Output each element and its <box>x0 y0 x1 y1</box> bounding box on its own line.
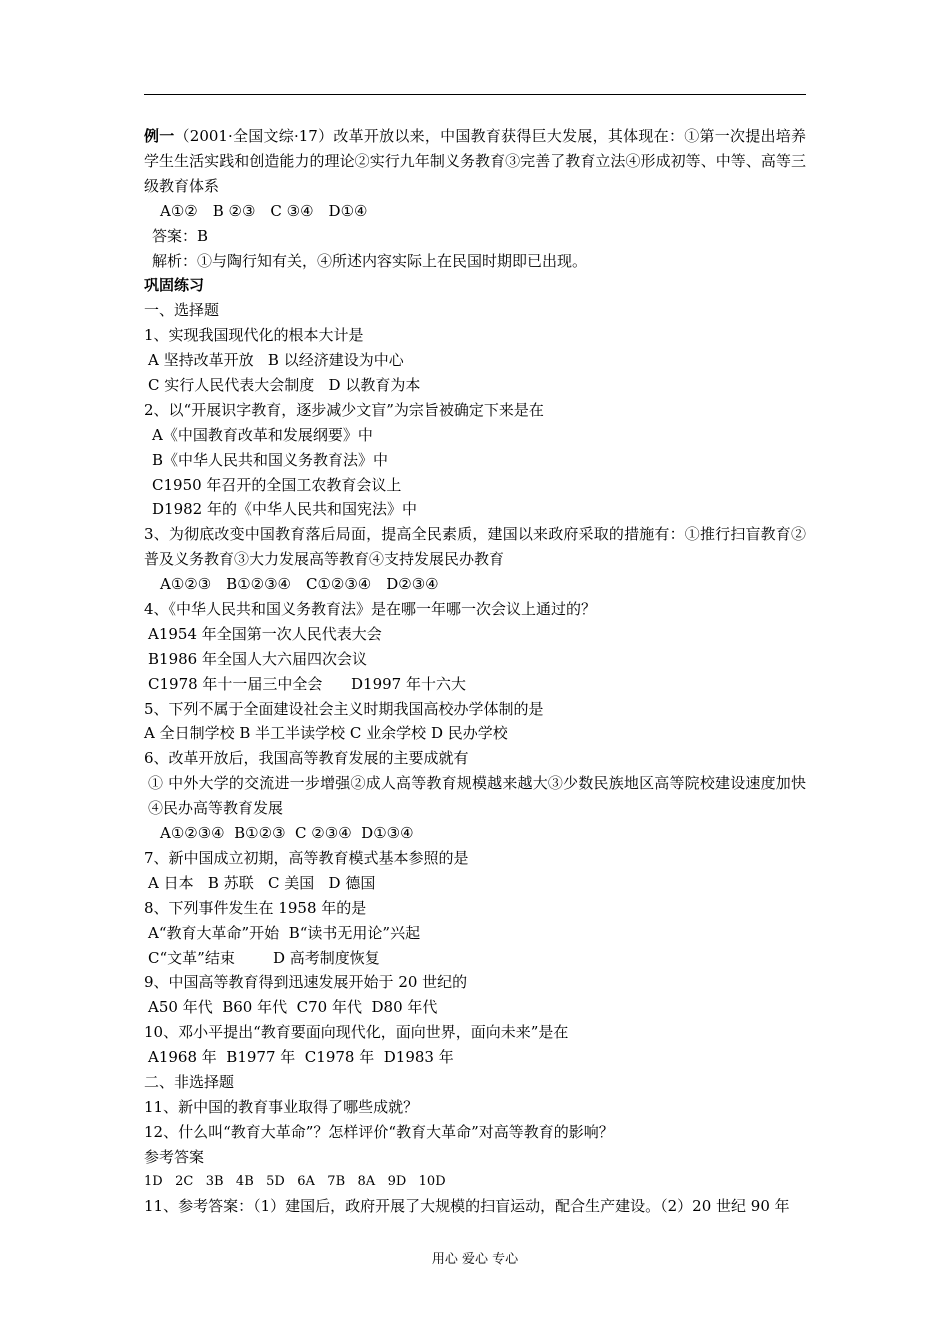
q10-stem: 10、邓小平提出“教育要面向现代化，面向世界，面向未来”是在 <box>144 1023 569 1042</box>
q8-option-line: C“文革”结束 D 高考制度恢复 <box>148 948 380 967</box>
q5-options: A 全日制学校 B 半工半读学校 C 业余学校 D 民办学校 <box>144 724 508 743</box>
q9-options: A50 年代 B60 年代 C70 年代 D80 年代 <box>148 998 438 1017</box>
q6-body: ① 中外大学的交流进一步增强②成人高等教育规模越来越大③少数民族地区高等院校建设速度加快④民办高等教育发展 <box>148 774 806 818</box>
q5-stem: 5、下列不属于全面建设社会主义时期我国高校办学体制的是 <box>144 699 544 718</box>
page-footer: 用心 爱心 专心 <box>431 1252 519 1267</box>
reference-title: 参考答案 <box>144 1147 205 1166</box>
q10-options: A1968 年 B1977 年 C1978 年 D1983 年 <box>148 1048 454 1067</box>
q12-stem: 12、什么叫“教育大革命”？怎样评价“教育大革命”对高等教育的影响？ <box>144 1122 614 1141</box>
q7-stem: 7、新中国成立初期，高等教育模式基本参照的是 <box>144 848 469 867</box>
example-label: 例一 <box>144 127 175 145</box>
q1-stem: 1、实现我国现代化的根本大计是 <box>144 326 364 345</box>
q8-option-line: A“教育大革命”开始 B“读书无用论”兴起 <box>148 923 421 942</box>
q4-option-a: A1954 年全国第一次人民代表大会 <box>148 624 382 643</box>
example-analysis: 解析：①与陶行知有关，④所述内容实际上在民国时期即已出现。 <box>152 251 588 270</box>
example-answer: 答案：B <box>152 226 209 245</box>
q1-option-line: A 坚持改革开放 B 以经济建设为中心 <box>148 351 404 370</box>
q1-option-line: C 实行人民代表大会制度 D 以教育为本 <box>148 375 421 394</box>
q8-stem: 8、下列事件发生在 1958 年的是 <box>144 898 367 917</box>
reference-answers: 1D 2C 3B 4B 5D 6A 7B 8A 9D 10D <box>144 1173 446 1189</box>
q4-option-c: C1978 年十一届三中全会 D1997 年十六大 <box>148 674 466 693</box>
example-options: A①② B ②③ C ③④ D①④ <box>160 201 368 220</box>
document-body <box>144 124 806 1219</box>
q11-stem: 11、新中国的教育事业取得了哪些成就？ <box>144 1097 419 1116</box>
q2-option-a: A《中国教育改革和发展纲要》中 <box>152 425 373 444</box>
section1-title: 一、选择题 <box>144 301 220 320</box>
example-question <box>144 124 806 199</box>
q3-stem: 3、为彻底改变中国教育落后局面，提高全民素质，建国以来政府采取的措施有：①推行扫盲教育②普及义务教育③大力发展高等教育④支持发展民办教育 <box>144 525 806 569</box>
q4-option-b: B1986 年全国人大六届四次会议 <box>148 649 367 668</box>
q3-options: A①②③ B①②③④ C①②③④ D②③④ <box>160 575 439 594</box>
practice-title: 巩固练习 <box>144 276 205 295</box>
q2-option-c: C1950 年召开的全国工农教育会议上 <box>152 475 402 494</box>
q4-stem: 4、《中华人民共和国义务教育法》是在哪一年哪一次会议上通过的？ <box>144 600 597 618</box>
q2-stem: 2、以“开展识字教育，逐步减少文盲”为宗旨被确定下来是在 <box>144 400 544 419</box>
example-text: （2001·全国文综·17）改革开放以来，中国教育获得巨大发展，其体现在：①第一次提出培养学生生活实践和创造能力的理论②实行九年制义务教育③完善了教育立法④形成初等、中等、高等三级教育体系 <box>144 127 806 195</box>
header-rule <box>144 94 806 95</box>
section2-title: 二、非选择题 <box>144 1072 235 1091</box>
q9-stem: 9、中国高等教育得到迅速发展开始于 20 世纪的 <box>144 973 468 992</box>
q6-options: A①②③④ B①②③ C ②③④ D①③④ <box>160 824 414 843</box>
q7-options: A 日本 B 苏联 C 美国 D 德国 <box>148 873 376 892</box>
q6-stem: 6、改革开放后，我国高等教育发展的主要成就有 <box>144 749 469 768</box>
q2-option-b: B《中华人民共和国义务教育法》中 <box>152 450 389 469</box>
reference-q11: 11、参考答案：（1）建国后，政府开展了大规模的扫盲运动，配合生产建设。（2）20 世纪 90 年 <box>144 1197 790 1216</box>
q2-option-d: D1982 年的《中华人民共和国宪法》中 <box>152 500 417 519</box>
